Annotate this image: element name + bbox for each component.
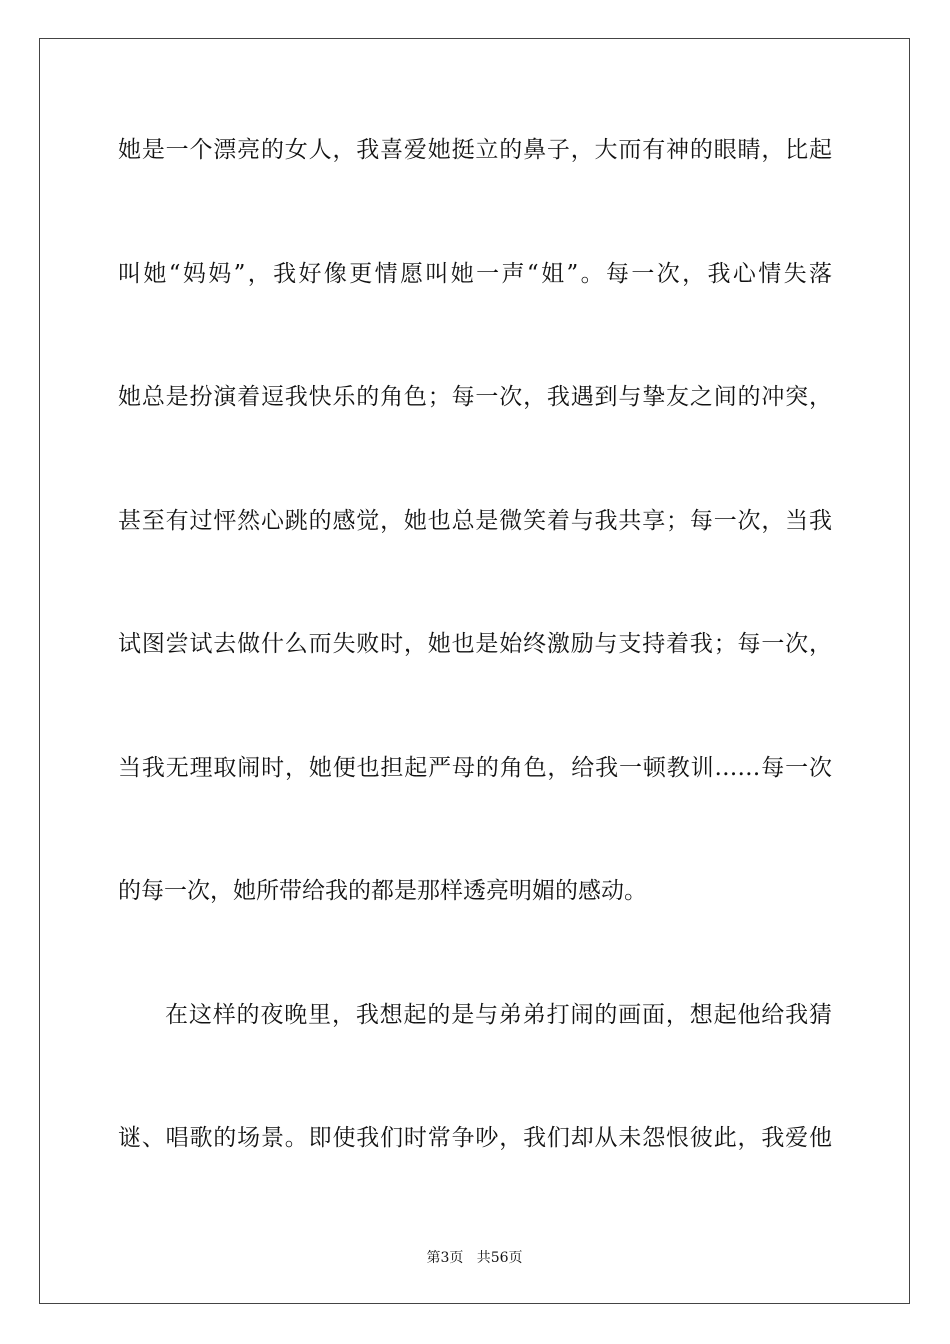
text-line-4: 甚至有过怦然心跳的感觉，她也总是微笑着与我共享；每一次，当我 <box>118 508 832 534</box>
text-line-8-paragraph-start: 在这样的夜晚里，我想起的是与弟弟打闹的画面，想起他给我猜 <box>165 1002 832 1028</box>
text-line-1: 她是一个漂亮的女人，我喜爱她挺立的鼻子，大而有神的眼睛，比起 <box>118 137 832 163</box>
text-line-9: 谜、唱歌的场景。即使我们时常争吵，我们却从未怨恨彼此，我爱他 <box>118 1125 832 1151</box>
text-line-3: 她总是扮演着逗我快乐的角色；每一次，我遇到与挚友之间的冲突， <box>118 384 832 410</box>
text-line-7: 的每一次，她所带给我的都是那样透亮明媚的感动。 <box>118 878 647 904</box>
text-line-2: 叫她“妈妈”，我好像更情愿叫她一声“姐”。每一次，我心情失落 <box>118 261 832 287</box>
text-line-6: 当我无理取闹时，她便也担起严母的角色，给我一顿教训……每一次 <box>118 755 832 781</box>
text-line-5: 试图尝试去做什么而失败时，她也是始终激励与支持着我；每一次， <box>118 631 832 657</box>
page-footer: 第3页 共56页 <box>426 1250 523 1266</box>
page-frame <box>39 38 910 1304</box>
